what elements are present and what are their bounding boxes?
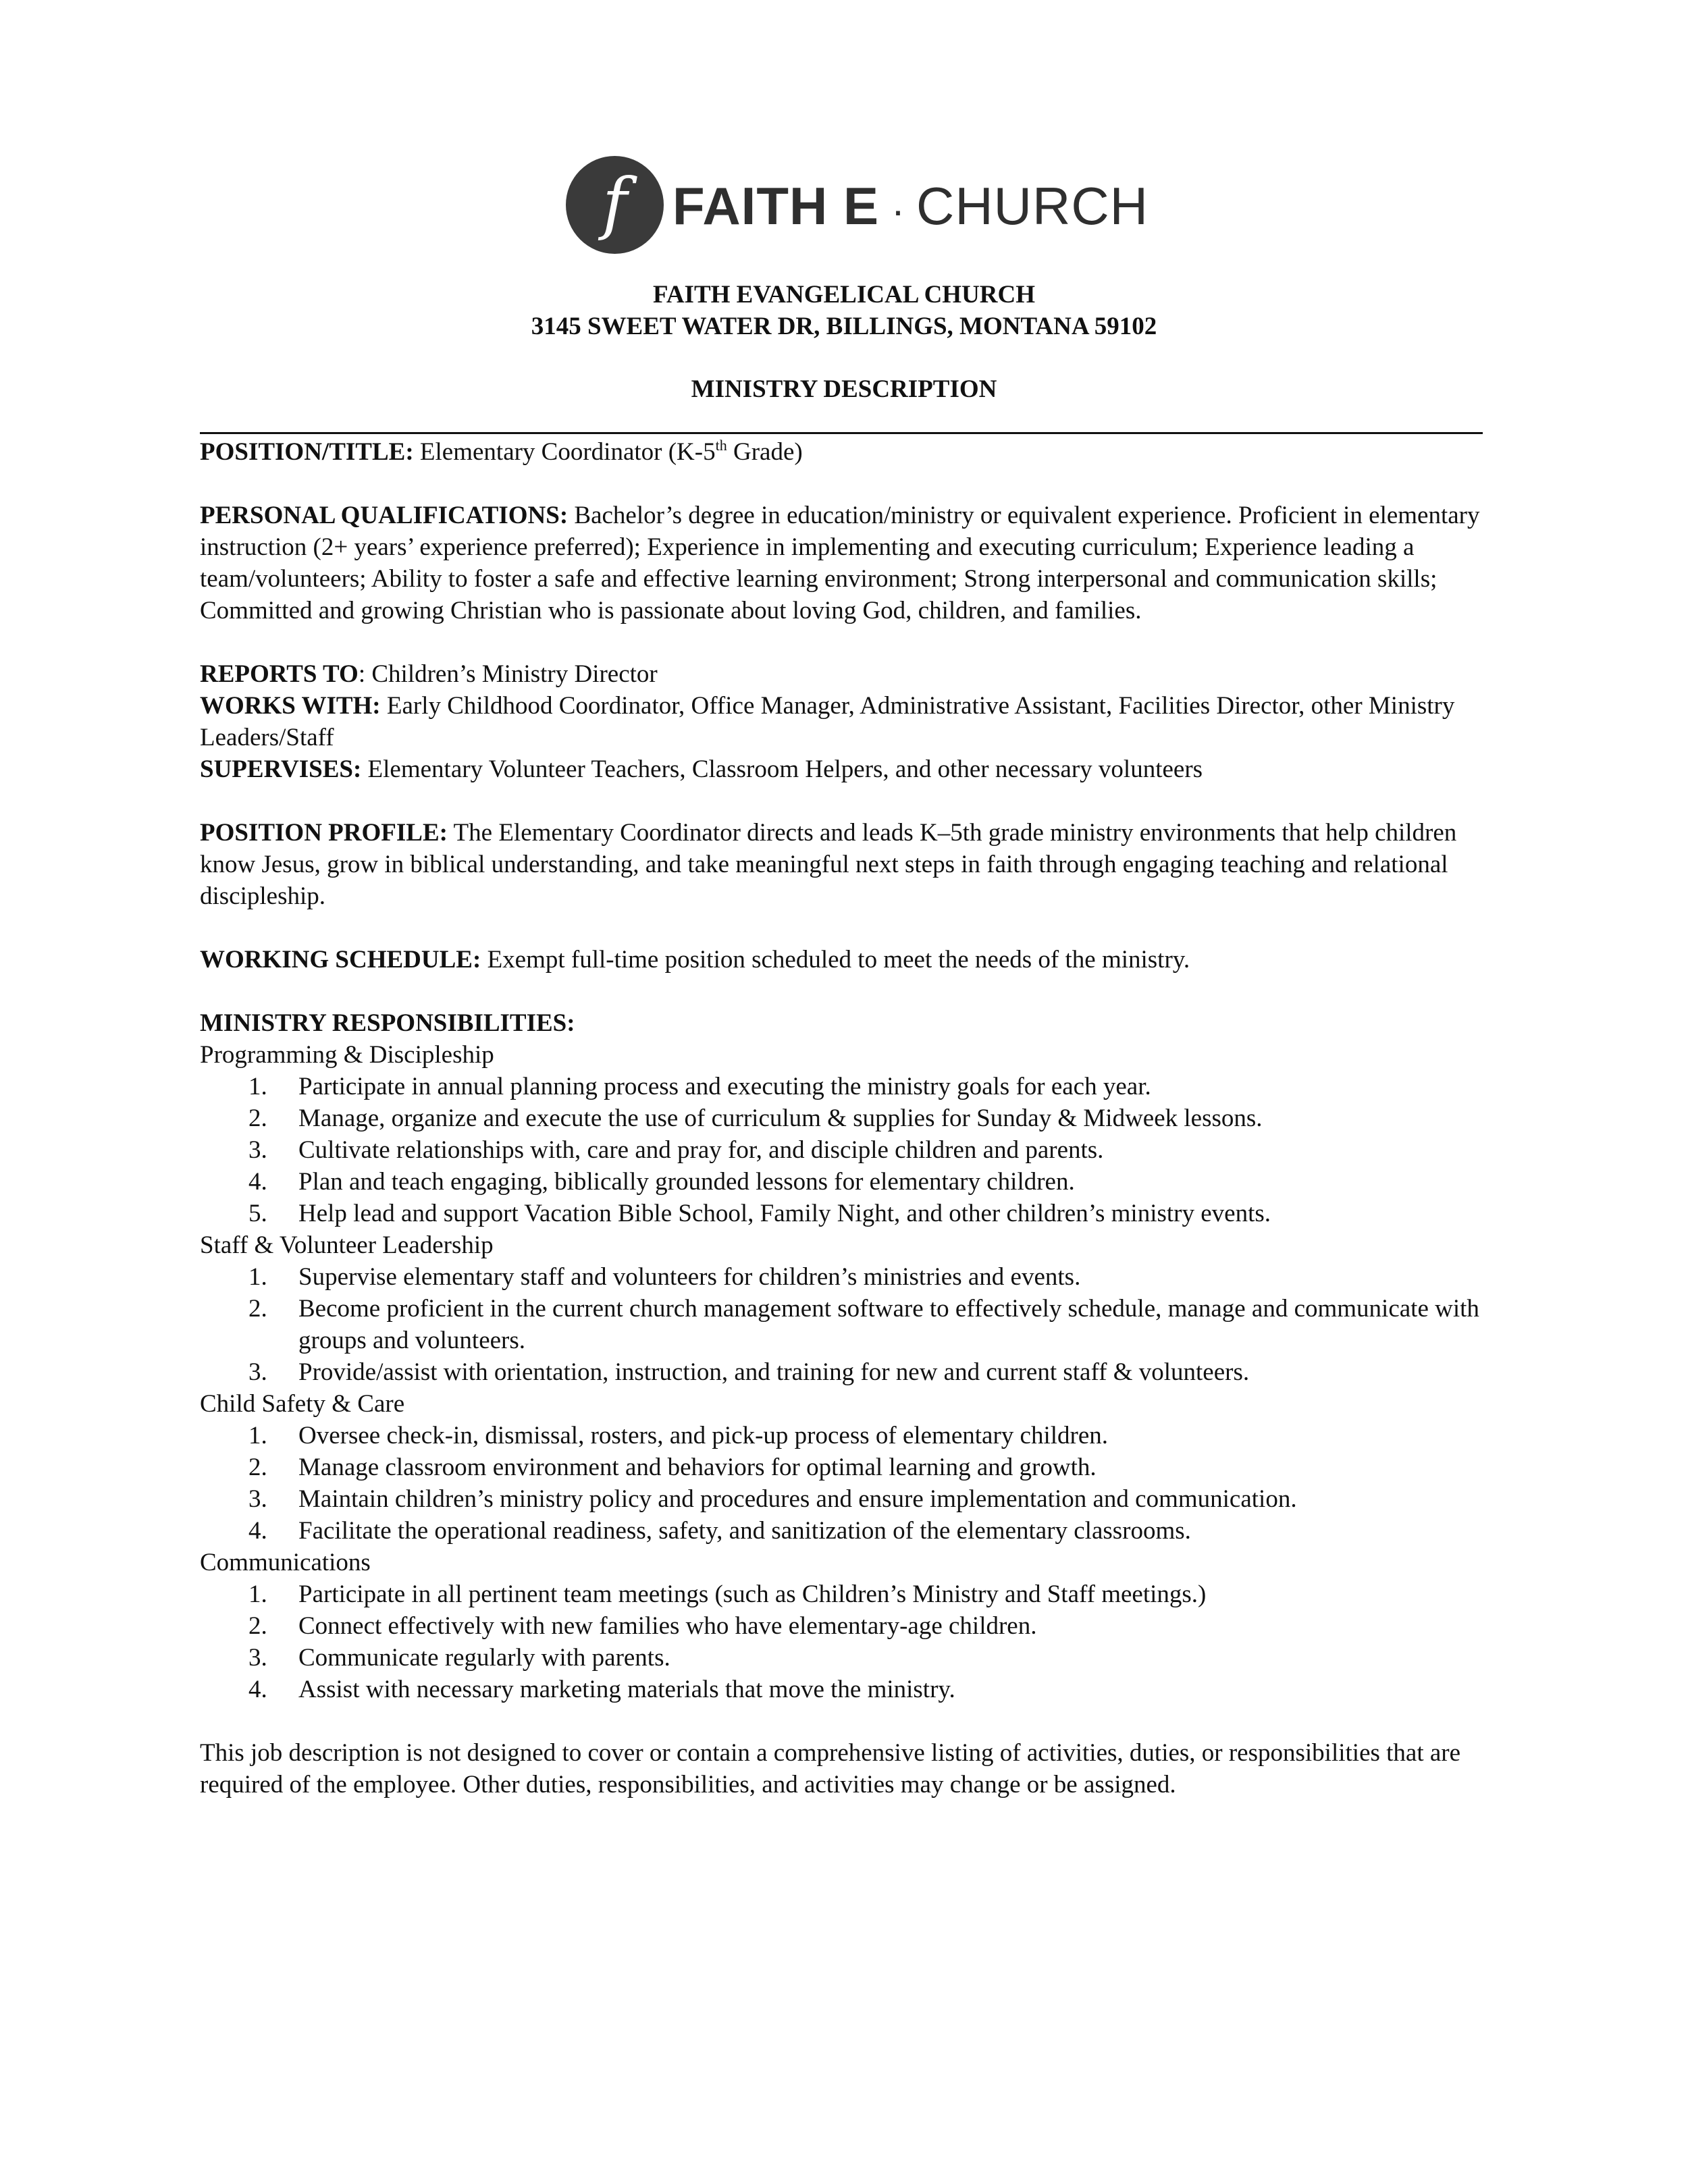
list-item-number: 1. xyxy=(248,1263,267,1291)
list-item xyxy=(200,1293,1496,1356)
list-item xyxy=(200,1198,1496,1229)
list-item-text: Cultivate relationships with, care and pray for, and disciple children and parents. xyxy=(298,1136,1104,1164)
works-with-label: WORKS WITH: xyxy=(200,692,381,720)
list-item-text: Maintain children’s ministry policy and procedures and ensure implementation and communication. xyxy=(298,1485,1297,1513)
qualifications-text: Bachelor’s degree in education/ministry or equivalent experience. Proficient in elementary instruction (2+ years’ experience preferred); Experience in implementing and executing curriculum; Experience leading a team/volunteers; Ability to foster a safe and effective learning environment; Strong interpersonal and communication skills; Committed and growing Christian who is passionate about loving God, children, and families. xyxy=(200,502,1480,624)
list-item-number: 3. xyxy=(248,1644,267,1672)
supervises-label: SUPERVISES: xyxy=(200,755,362,783)
list-item-number: 4. xyxy=(248,1517,267,1545)
list-item-text: Connect effectively with new families who have elementary-age children. xyxy=(298,1612,1037,1640)
list-item xyxy=(200,1515,1496,1547)
list-item-text: Manage classroom environment and behaviors for optimal learning and growth. xyxy=(298,1454,1097,1481)
list-item-text: Help lead and support Vacation Bible School, Family Night, and other children’s ministry events. xyxy=(298,1200,1271,1227)
position-title xyxy=(200,436,1496,468)
list-item-number: 2. xyxy=(248,1612,267,1640)
position-title-label: POSITION/TITLE: xyxy=(200,438,414,466)
list-item-text: Oversee check-in, dismissal, rosters, and pick-up process of elementary children. xyxy=(298,1422,1109,1449)
responsibility-list xyxy=(200,1420,1496,1547)
list-item-number: 2. xyxy=(248,1104,267,1132)
church-logo xyxy=(566,154,1149,255)
list-item xyxy=(200,1071,1496,1102)
org-address: 3145 SWEET WATER DR, BILLINGS, MONTANA 59102 xyxy=(531,313,1157,340)
responsibility-list xyxy=(200,1578,1496,1705)
position-title-value-post: Grade) xyxy=(727,438,803,466)
logo-word-light: CHURCH xyxy=(916,176,1149,236)
list-item-text: Become proficient in the current church management software to effectively schedule, manage and communicate with groups and volunteers. xyxy=(298,1295,1479,1354)
list-item-text: Participate in annual planning process and executing the ministry goals for each year. xyxy=(298,1073,1151,1100)
org-name: FAITH EVANGELICAL CHURCH xyxy=(652,281,1036,309)
list-item-text: Supervise elementary staff and volunteers for children’s ministries and events. xyxy=(298,1263,1081,1291)
working-schedule xyxy=(200,944,1496,976)
responsibility-group-title: Communications xyxy=(200,1549,371,1576)
logo-word-bold: FAITH E xyxy=(672,176,880,236)
works-with xyxy=(200,690,1496,753)
personal-qualifications xyxy=(200,500,1496,627)
list-item-number: 2. xyxy=(248,1454,267,1481)
list-item xyxy=(200,1483,1496,1515)
responsibility-group-title: Programming & Discipleship xyxy=(200,1041,494,1069)
list-item-number: 1. xyxy=(248,1580,267,1608)
list-item-text: Plan and teach engaging, biblically grounded lessons for elementary children. xyxy=(298,1168,1075,1196)
list-item-text: Communicate regularly with parents. xyxy=(298,1644,670,1672)
list-item-number: 3. xyxy=(248,1358,267,1386)
list-item xyxy=(200,1578,1496,1610)
list-item xyxy=(200,1102,1496,1134)
list-item-number: 4. xyxy=(248,1168,267,1196)
list-item xyxy=(200,1674,1496,1705)
profile-label: POSITION PROFILE: xyxy=(200,819,448,847)
header-divider xyxy=(200,432,1483,434)
responsibility-group-title: Child Safety & Care xyxy=(200,1390,405,1418)
list-item xyxy=(200,1261,1496,1293)
list-item xyxy=(200,1420,1496,1451)
responsibility-list xyxy=(200,1261,1496,1388)
list-item-text: Manage, organize and execute the use of curriculum & supplies for Sunday & Midweek lessons. xyxy=(298,1104,1263,1132)
profile-text: The Elementary Coordinator directs and leads K–5th grade ministry environments that help children know Jesus, grow in biblical understanding, and take meaningful next steps in faith through engaging teaching and relational discipleship. xyxy=(200,819,1457,910)
position-title-sup: th xyxy=(715,437,727,454)
reports-to xyxy=(200,658,1496,690)
list-item-number: 3. xyxy=(248,1485,267,1513)
logo-wordmark xyxy=(672,176,1149,241)
reports-to-label: REPORTS TO xyxy=(200,660,359,688)
position-title-value-pre: Elementary Coordinator (K-5 xyxy=(413,438,716,466)
list-item xyxy=(200,1356,1496,1388)
responsibility-list xyxy=(200,1071,1496,1229)
list-item-text: Participate in all pertinent team meetings (such as Children’s Ministry and Staff meetings.) xyxy=(298,1580,1207,1608)
list-item xyxy=(200,1134,1496,1166)
list-item xyxy=(200,1451,1496,1483)
list-item xyxy=(200,1610,1496,1642)
position-profile xyxy=(200,817,1496,912)
list-item-number: 4. xyxy=(248,1676,267,1703)
logo-f-mark-icon: f xyxy=(566,156,664,254)
list-item-text: Assist with necessary marketing materials that move the ministry. xyxy=(298,1676,955,1703)
list-item-text: Provide/assist with orientation, instruction, and training for new and current staff & volunteers. xyxy=(298,1358,1250,1386)
list-item xyxy=(200,1642,1496,1674)
responsibility-groups xyxy=(200,1039,1496,1705)
responsibility-group-title: Staff & Volunteer Leadership xyxy=(200,1231,494,1259)
list-item-number: 5. xyxy=(248,1200,267,1227)
reports-to-text: : Children’s Ministry Director xyxy=(358,660,658,688)
list-item-text: Facilitate the operational readiness, safety, and sanitization of the elementary classrooms. xyxy=(298,1517,1191,1545)
document-title: MINISTRY DESCRIPTION xyxy=(691,375,997,403)
qualifications-label: PERSONAL QUALIFICATIONS: xyxy=(200,502,569,529)
logo-dot: · xyxy=(891,188,905,233)
responsibilities-heading: MINISTRY RESPONSIBILITIES: xyxy=(200,1009,575,1037)
list-item-number: 2. xyxy=(248,1295,267,1323)
supervises xyxy=(200,753,1496,785)
supervises-text: Elementary Volunteer Teachers, Classroom Helpers, and other necessary volunteers xyxy=(361,755,1203,783)
schedule-text: Exempt full-time position scheduled to meet the needs of the ministry. xyxy=(481,946,1190,974)
disclaimer: This job description is not designed to cover or contain a comprehensive listing of activities, duties, or responsibilities that are required of the employee. Other duties, responsibilities, and activities may change or be assigned. xyxy=(200,1739,1461,1799)
list-item-number: 1. xyxy=(248,1073,267,1100)
list-item xyxy=(200,1166,1496,1198)
works-with-text: Early Childhood Coordinator, Office Manager, Administrative Assistant, Facilities Director, other Ministry Leaders/Staff xyxy=(200,692,1455,751)
list-item-number: 1. xyxy=(248,1422,267,1449)
document-body xyxy=(200,436,1496,1801)
schedule-label: WORKING SCHEDULE: xyxy=(200,946,481,974)
list-item-number: 3. xyxy=(248,1136,267,1164)
